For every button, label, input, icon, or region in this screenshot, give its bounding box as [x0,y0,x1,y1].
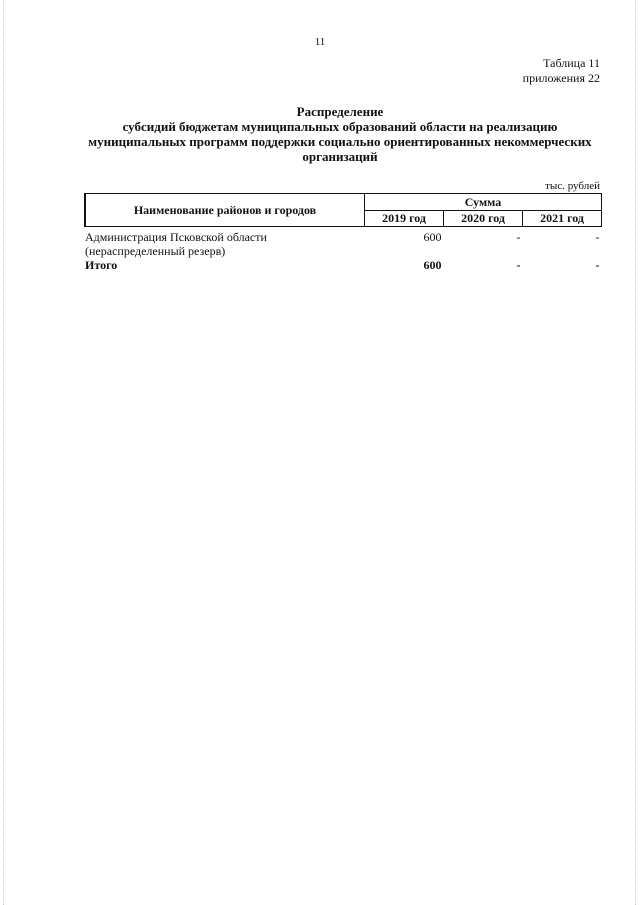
row-name-line-1: Администрация Псковской области [85,230,267,244]
header-sum: Сумма [365,194,602,211]
table-reference [523,56,600,86]
total-value-2021: - [595,258,600,272]
subsidy-table [84,193,602,272]
total-value-2020: - [516,258,521,272]
row-name [85,230,365,258]
title-line-4: организаций [302,149,378,164]
header-row-1 [85,194,602,211]
header-name: Наименование районов и городов [85,194,365,227]
title-line-2: субсидий бюджетам муниципальных образований области на реализацию [122,119,558,134]
table-header [85,194,602,227]
scan-edge-left [3,0,5,905]
title-line-1: Распределение [296,104,384,119]
title-line-3: муниципальных программ поддержки социально ориентированных некоммерческих [88,134,592,149]
scan-edge-right [635,0,637,905]
document-title [60,104,620,164]
table-body [85,227,602,273]
row-value-2019: 600 [423,230,442,244]
header-year-2020: 2020 год [444,211,523,227]
table-row [85,230,602,258]
total-label: Итого [85,258,118,272]
row-value-2020: - [516,230,521,244]
total-value-2019: 600 [423,258,442,272]
header-year-2021: 2021 год [523,211,602,227]
appendix-label: приложения 22 [522,71,600,85]
row-name-line-2: (нераспределенный резерв) [85,244,226,258]
table-label: Таблица 11 [543,56,600,70]
total-row [85,258,602,272]
page-number: 11 [314,36,326,48]
header-year-2019: 2019 год [365,211,444,227]
row-value-2021: - [595,230,600,244]
units-label: тыс. рублей [545,180,600,192]
